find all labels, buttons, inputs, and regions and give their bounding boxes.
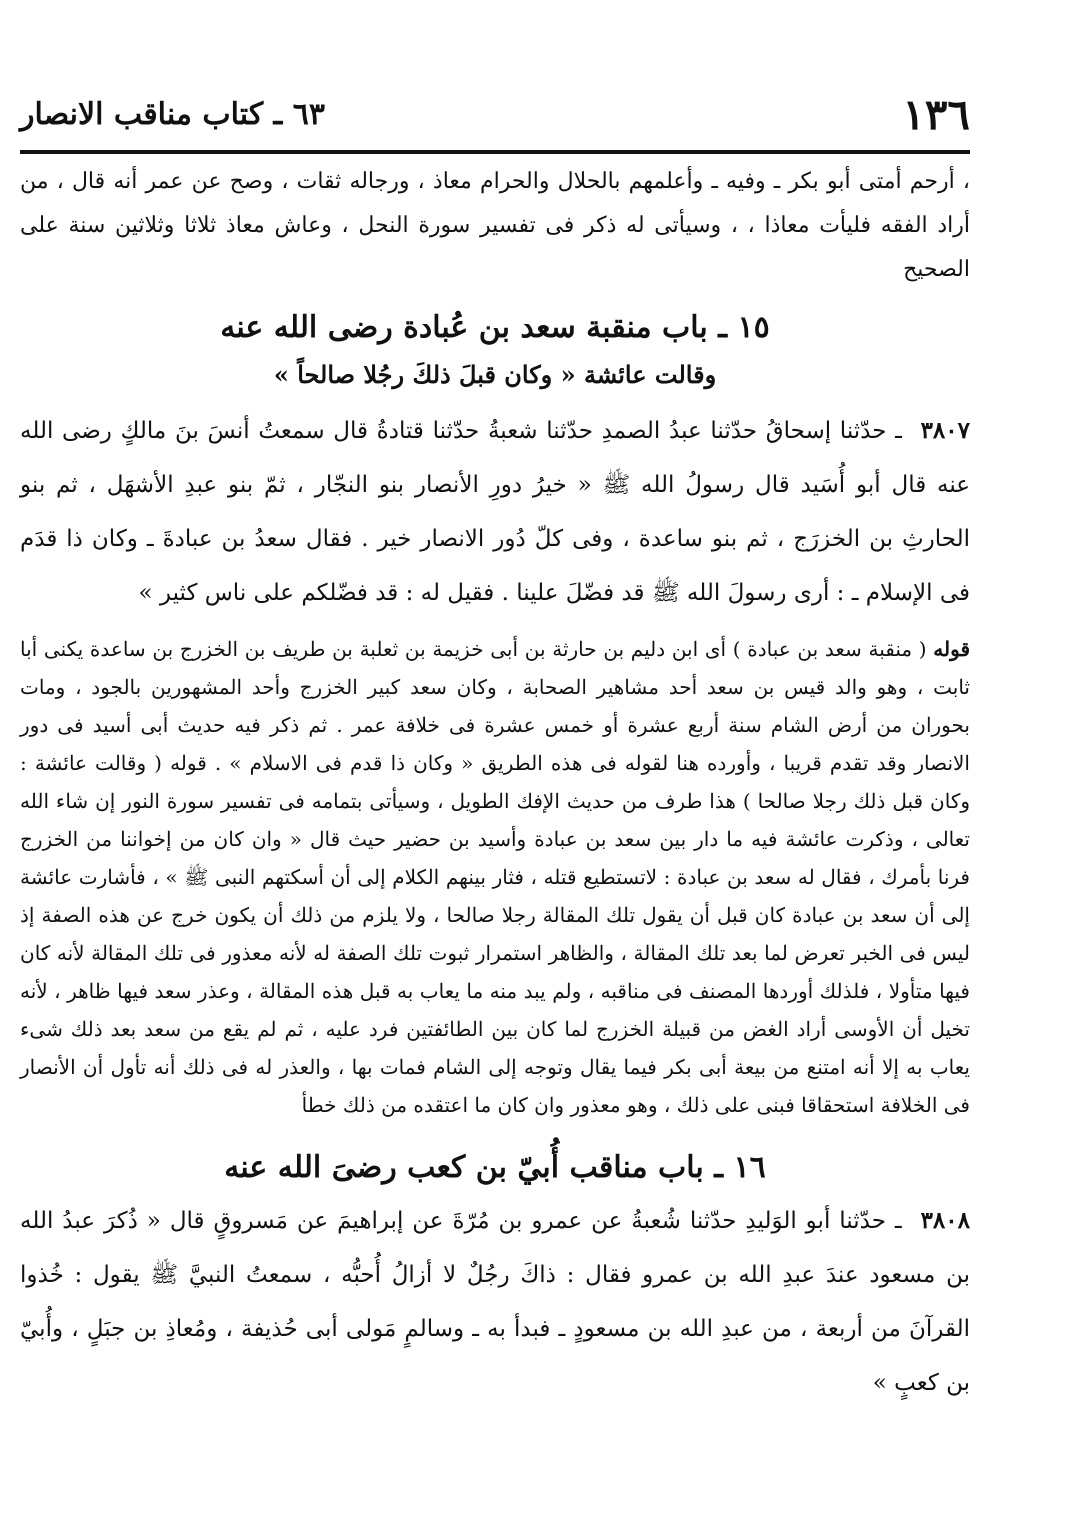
hadith-number: ٣٨٠٧	[920, 417, 970, 444]
hadith-3808	[20, 1194, 970, 1410]
running-head: ٦٣ ـ كتاب مناقب الانصار	[20, 97, 326, 132]
commentary-marker: قوله	[933, 637, 971, 661]
chapter-15-title: ١٥ ـ باب منقبة سعد بن عُبادة رضى الله عنه	[220, 310, 770, 345]
chapter-16-title: ١٦ ـ باب مناقب أُبيّ بن كعب رضىَ الله عنه	[224, 1150, 766, 1185]
hadith-number: ٣٨٠٨	[920, 1207, 970, 1234]
page-number: ١٣٦	[902, 90, 970, 139]
chapter-15-subtitle: وقالت عائشة « وكان قبلَ ذلكَ رجُلا صالحاً »	[273, 360, 717, 389]
hadith-3807	[20, 404, 970, 620]
intro-paragraph: ، أرحم أمتى أبو بكر ـ وفيه ـ وأعلمهم بالحلال والحرام معاذ ، ورجاله ثقات ، وصح عن عمر أنه قال ، من أراد الفقه فليأت معاذا ، ، وسيأتى له ذكر فى تفسير سورة النحل ، وعاش معاذ ثلاثا وثلاثين سنة على الصحيح	[20, 169, 970, 282]
hadith-text: ـ حدّثنا إسحاقُ حدّثنا عبدُ الصمدِ حدّثنا شعبةُ حدّثنا قتادةُ قال سمعتُ أنسَ بنَ مالكٍ رضى الله عنه قال أبو أُسَيد قال رسولُ الله ﷺ « خيرُ دورِ الأنصار بنو النجّار ، ثمّ بنو عبدِ الأشهَل ، ثم بنو الحارثِ بن الخزرَج ، ثم بنو ساعدة ، وفى كلّ دُور الانصار خير . فقال سعدُ بن عبادةَ ـ وكان ذا قدَم فى الإسلام ـ : أرى رسولَ الله ﷺ قد فضّلَ علينا . فقيل له : قد فضّلكم على ناس كثير »	[20, 418, 971, 606]
document-page	[20, 70, 970, 1450]
commentary-paragraph	[20, 630, 970, 1124]
page-header	[20, 70, 970, 154]
hadith-text: ـ حدّثنا أبو الوَليدِ حدّثنا شُعبةُ عن عمرو بن مُرّةَ عن إبراهيمَ عن مَسروقٍ قال « ذُكرَ عبدُ الله بن مسعود عندَ عبدِ الله بن عمرو فقال : ذاكَ رجُلٌ لا أزالُ أُحبُّه ، سمعتُ النبيَّ ﷺ يقول : خُذوا القرآنَ من أربعة ، من عبدِ الله بن مسعودٍ ـ فبدأ به ـ وسالمٍ مَولى أبى حُذيفة ، ومُعاذِ بن جبَلٍ ، وأُبيّ بن كعبٍ »	[20, 1208, 970, 1396]
commentary-text: ( منقبة سعد بن عبادة ) أى ابن دليم بن حارثة بن أبى خزيمة بن ثعلبة بن طريف بن الخزرج بن ساعدة يكنى أبا ثابت ، وهو والد قيس بن سعد أحد مشاهير الصحابة ، وكان سعد كبير الخزرج وأحد المشهورين بالجود ، ومات بحوران من أرض الشام سنة أربع عشرة أو خمس عشرة فى خلافة عمر . ثم ذكر فيه حديث أبى أسيد فى دور الانصار وقد تقدم قريبا ، وأورده هنا لقوله فى هذه الطريق « وكان ذا قدم فى الاسلام » . قوله ( وقالت عائشة : وكان قبل ذلك رجلا صالحا ) هذا طرف من حديث الإفك الطويل ، وسيأتى بتمامه فى تفسير سورة النور إن شاء الله تعالى ، وذكرت عائشة فيه ما دار بين سعد بن عبادة وأسيد بن حضير حيث قال « وان كان من إخواننا من الخزرج فرنا بأمرك ، فقال له سعد بن عبادة : لاتستطيع قتله ، فثار بينهم الكلام إلى أن أسكتهم النبى ﷺ » ، فأشارت عائشة إلى أن سعد بن عبادة كان قبل أن يقول تلك المقالة رجلا صالحا ، ولا يلزم من ذلك أن يكون خرج عن هذه الصفة إذ ليس فى الخبر تعرض لما بعد تلك المقالة ، والظاهر استمرار ثبوت تلك الصفة له لأنه معذور فى تلك المقالة لأنه كان فيها متأولا ، فلذلك أوردها المصنف فى مناقبه ، ولم يبد منه ما يعاب به قبل هذه المقالة ، وعذر سعد فيها ظاهر ، لأنه تخيل أن الأوسى أراد الغض من قبيلة الخزرج لما كان بين الطائفتين فرد عليه ، ثم لم يقع من سعد بعد ذلك شىء يعاب به إلا أنه امتنع من بيعة أبى بكر فيما يقال وتوجه إلى الشام فمات بها ، والعذر له فى ذلك أنه تأول أن الأنصار فى الخلافة استحقاقا فبنى على ذلك ، وهو معذور وان كان ما اعتقده من ذلك خطأ	[20, 637, 970, 1117]
